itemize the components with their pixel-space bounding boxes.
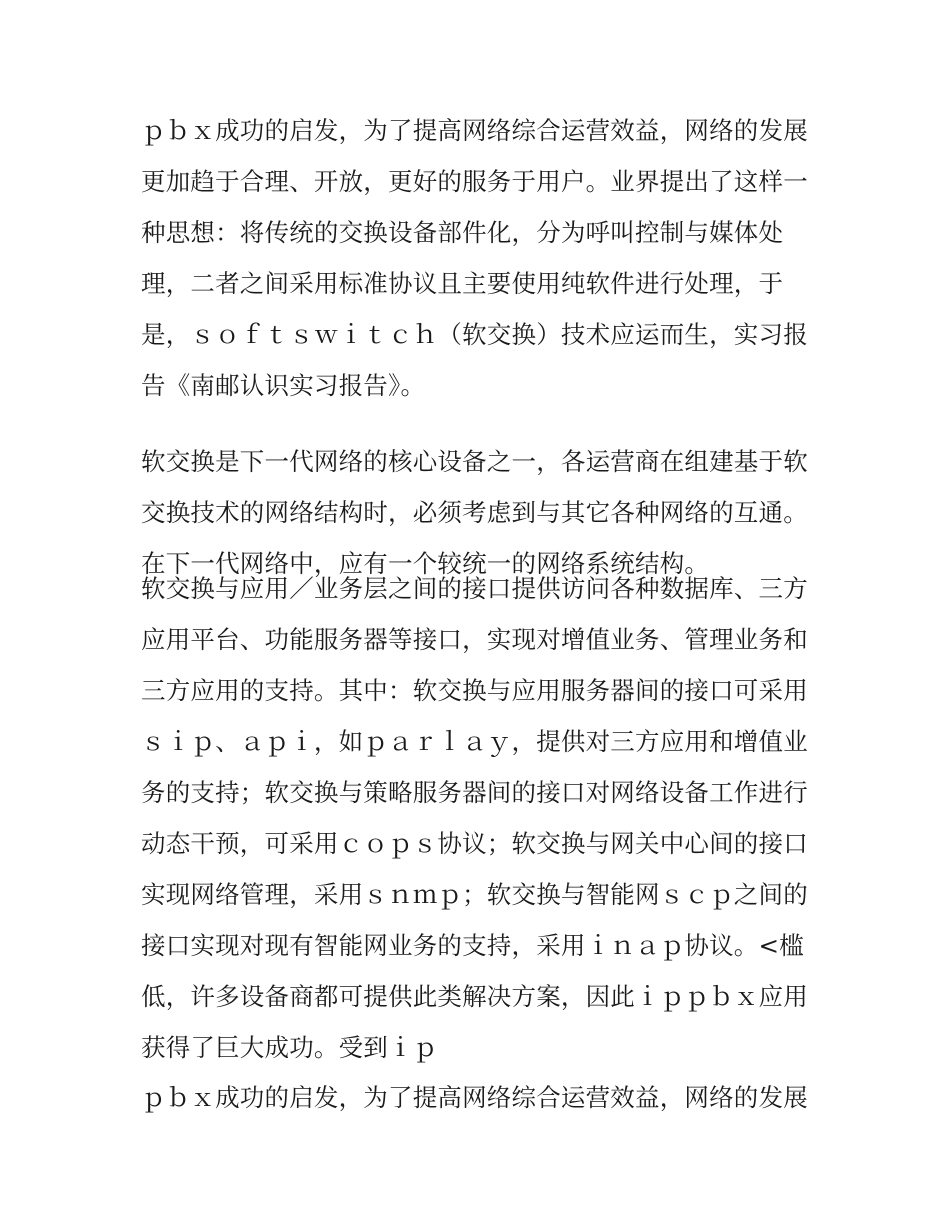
text-line: 接口实现对现有智能网业务的支持，采用ｉｎａｐ协议。<槛 [141, 931, 804, 960]
paragraph-repeat-start [141, 1072, 821, 1123]
text-line: 理，二者之间采用标准协议且主要使用纯软件进行处理，于 [141, 269, 784, 298]
text-line: 软交换是下一代网络的核心设备之一，各运营商在组建基于软 [141, 447, 808, 476]
text-line: 应用平台、功能服务器等接口，实现对增值业务、管理业务和 [141, 625, 808, 654]
text-line: 软交换与应用／业务层之间的接口提供访问各种数据库、三方 [141, 574, 808, 603]
text-line: 获得了巨大成功。受到ｉｐ [141, 1033, 438, 1062]
text-line: ｐｂｘ成功的启发，为了提高网络综合运营效益，网络的发展 [141, 1083, 808, 1112]
text-line: ｐｂｘ成功的启发，为了提高网络综合运营效益，网络的发展 [141, 116, 808, 145]
text-line: ｓｉｐ、ａｐｉ，如ｐａｒｌａｙ，提供对三方应用和增值业 [141, 727, 808, 756]
text-line: 动态干预，可采用ｃｏｐｓ协议；软交换与网关中心间的接口 [141, 829, 808, 858]
text-line: 交换技术的网络结构时，必须考虑到与其它各种网络的互通。 [141, 498, 808, 527]
text-line: 是，ｓｏｆｔｓｗｉｔｃｈ（软交换）技术应运而生，实习报 [141, 320, 808, 349]
text-line: 更加趋于合理、开放，更好的服务于用户。业界提出了这样一 [141, 167, 808, 196]
text-line: 三方应用的支持。其中：软交换与应用服务器间的接口可采用 [141, 676, 808, 705]
text-line: 在下一代网络中，应有一个较统一的网络系统结构。 [141, 549, 710, 578]
text-line: 务的支持；软交换与策略服务器间的接口对网络设备工作进行 [141, 778, 808, 807]
paragraph-softswitch-origin [141, 105, 821, 411]
text-line: 告《南邮认识实习报告》。 [141, 371, 426, 400]
text-line: 低，许多设备商都可提供此类解决方案，因此ｉｐｐｂｘ应用 [141, 982, 808, 1011]
text-line: 种思想：将传统的交换设备部件化，分为呼叫控制与媒体处 [141, 218, 784, 247]
text-line: 实现网络管理，采用ｓｎｍｐ；软交换与智能网ｓｃｐ之间的 [141, 880, 808, 909]
paragraph-interfaces [141, 563, 821, 1073]
